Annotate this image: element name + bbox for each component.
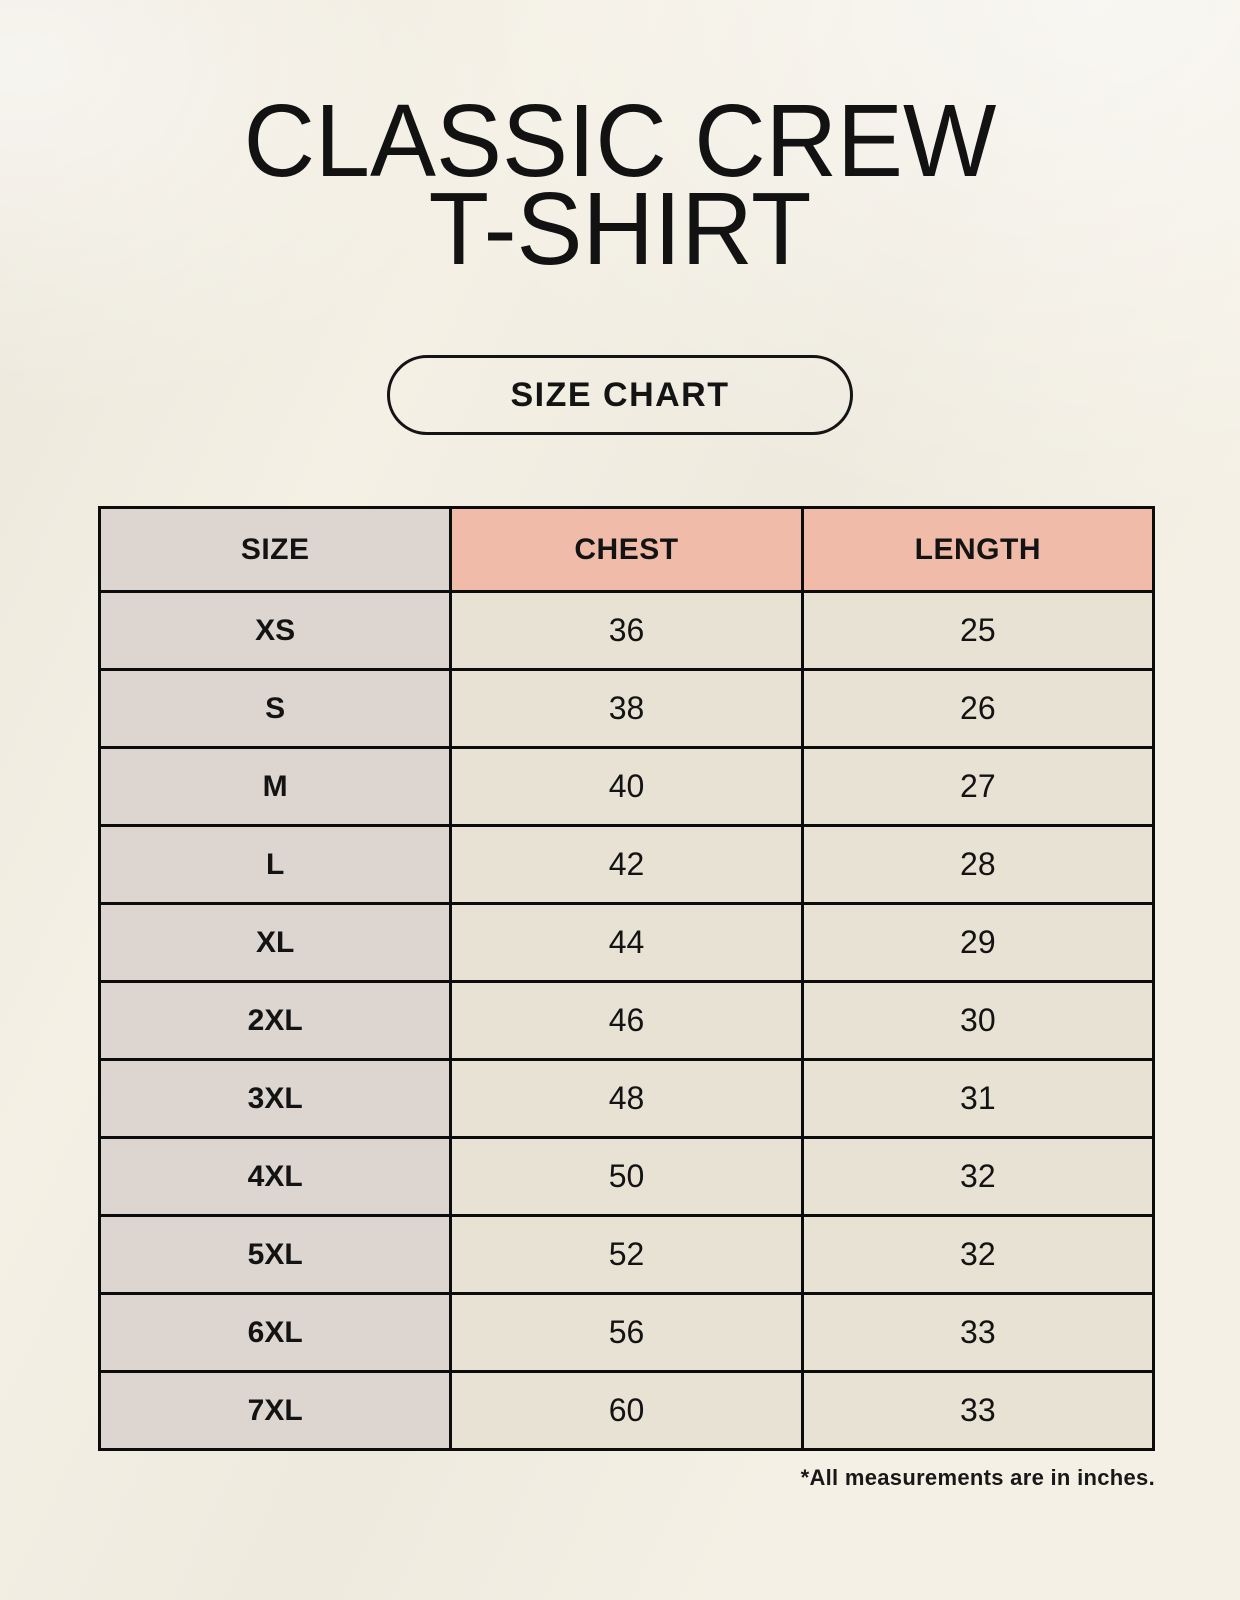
table-row	[100, 1294, 1154, 1372]
table-row	[100, 982, 1154, 1060]
chest-cell: 52	[451, 1216, 802, 1294]
page-title-line-2: T-SHIRT	[428, 171, 812, 286]
table-row	[100, 748, 1154, 826]
chest-cell: 48	[451, 1060, 802, 1138]
chest-cell: 60	[451, 1372, 802, 1450]
size-table	[98, 506, 1155, 1451]
size-cell: 7XL	[100, 1372, 451, 1450]
size-chart-badge-label: SIZE CHART	[510, 375, 730, 414]
size-cell: 2XL	[100, 982, 451, 1060]
size-cell: 6XL	[100, 1294, 451, 1372]
size-table-body	[100, 592, 1154, 1450]
page-title-line-1: CLASSIC CREW	[243, 83, 997, 198]
table-row	[100, 826, 1154, 904]
column-header-size: SIZE	[100, 508, 451, 592]
chest-cell: 44	[451, 904, 802, 982]
chest-cell: 40	[451, 748, 802, 826]
table-row	[100, 1216, 1154, 1294]
size-cell: XS	[100, 592, 451, 670]
size-table-container	[98, 506, 1155, 1491]
length-cell: 28	[802, 826, 1153, 904]
page-title	[25, 0, 1215, 286]
length-cell: 25	[802, 592, 1153, 670]
length-cell: 31	[802, 1060, 1153, 1138]
length-cell: 30	[802, 982, 1153, 1060]
length-cell: 29	[802, 904, 1153, 982]
length-cell: 26	[802, 670, 1153, 748]
size-cell: L	[100, 826, 451, 904]
table-header-row	[100, 508, 1154, 592]
length-cell: 33	[802, 1372, 1153, 1450]
size-cell: M	[100, 748, 451, 826]
table-row	[100, 1372, 1154, 1450]
chest-cell: 50	[451, 1138, 802, 1216]
table-row	[100, 592, 1154, 670]
column-header-length: LENGTH	[802, 508, 1153, 592]
chest-cell: 42	[451, 826, 802, 904]
chest-cell: 46	[451, 982, 802, 1060]
length-cell: 27	[802, 748, 1153, 826]
table-row	[100, 904, 1154, 982]
table-row	[100, 670, 1154, 748]
column-header-chest: CHEST	[451, 508, 802, 592]
table-row	[100, 1138, 1154, 1216]
length-cell: 32	[802, 1216, 1153, 1294]
size-cell: S	[100, 670, 451, 748]
length-cell: 33	[802, 1294, 1153, 1372]
table-row	[100, 1060, 1154, 1138]
size-cell: 5XL	[100, 1216, 451, 1294]
chest-cell: 56	[451, 1294, 802, 1372]
size-cell: 3XL	[100, 1060, 451, 1138]
size-chart-badge	[387, 355, 853, 435]
chest-cell: 36	[451, 592, 802, 670]
length-cell: 32	[802, 1138, 1153, 1216]
size-cell: XL	[100, 904, 451, 982]
chest-cell: 38	[451, 670, 802, 748]
measurements-footnote: *All measurements are in inches.	[800, 1465, 1155, 1490]
size-cell: 4XL	[100, 1138, 451, 1216]
